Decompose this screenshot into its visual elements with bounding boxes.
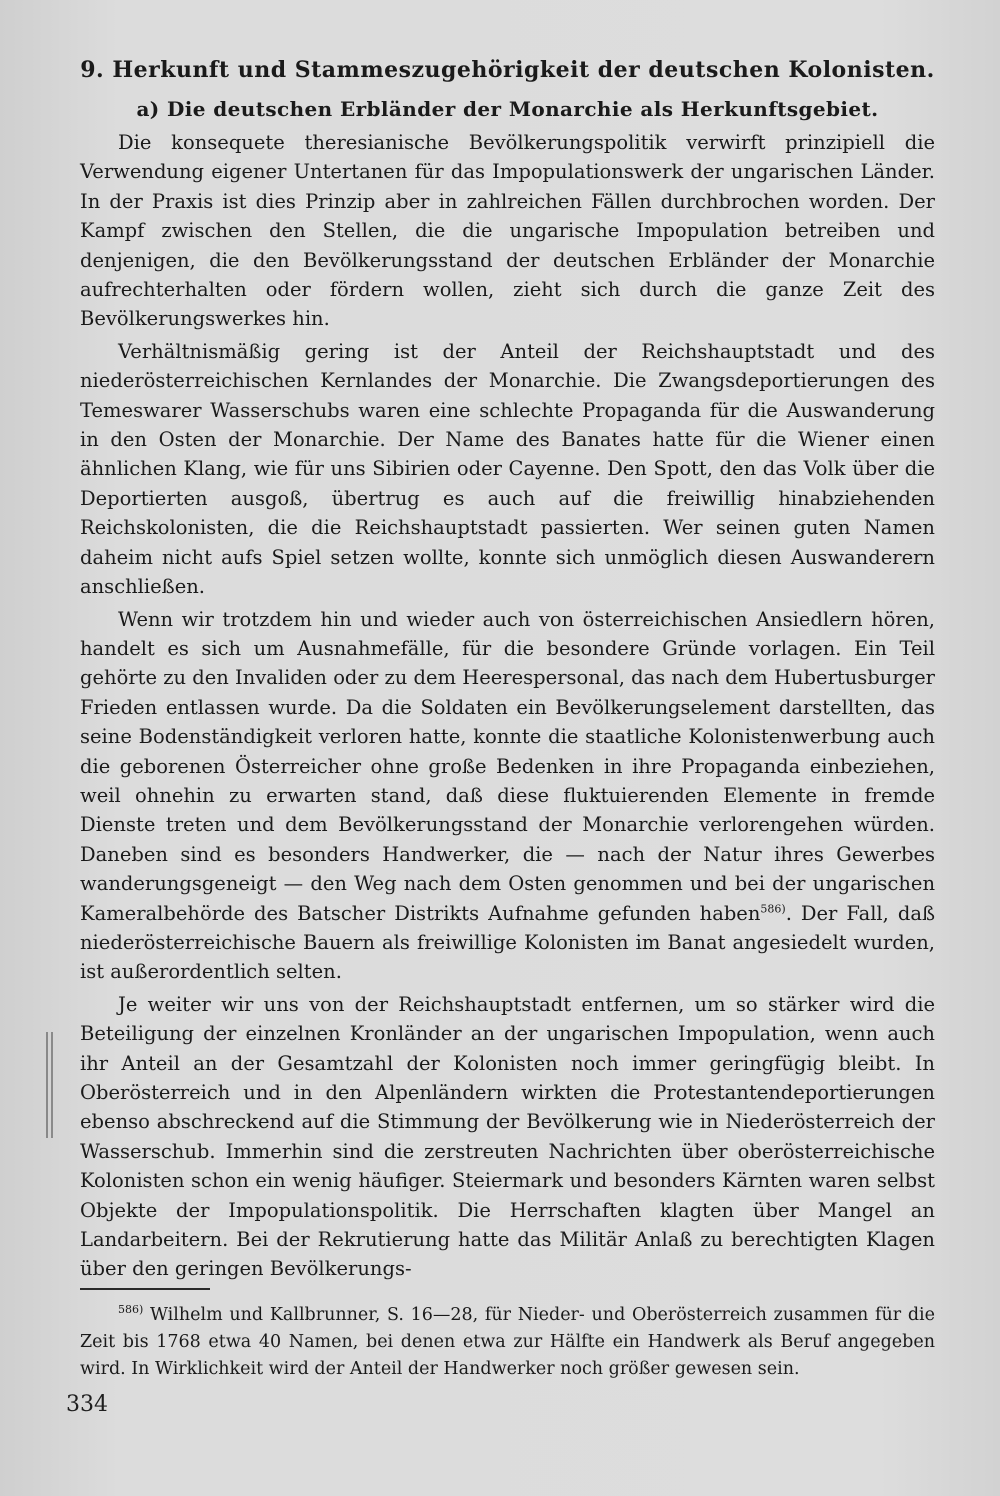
footnote-divider — [80, 1288, 210, 1290]
footnote-marker: 586) — [118, 1303, 144, 1317]
footnote-text: Wilhelm und Kallbrunner, S. 16—28, für Nieder- und Oberösterreich zusammen für die Zeit bis 1768 etwa 40 Namen, bei denen etwa zur Hälfte ein Handwerk als Beruf angegeben wird. In Wirklichkeit wird der Anteil der Handwerker noch größer gewesen sein. — [80, 1304, 935, 1379]
margin-pencil-mark — [46, 1032, 54, 1138]
paragraph-4: Je weiter wir uns von der Reichshauptstadt entfernen, um so stärker wird die Beteiligung der einzelnen Kronländer an der ungarischen Impopulation, wenn auch ihr Anteil an der Gesamtzahl der Kolonisten noch immer geringfügig bleibt. In Oberösterreich und in den Alpenländern wirkten die Protestantendeportierungen ebenso abschreckend auf die Stimmung der Bevölkerung wie in Niederösterreich der Wasserschub. Immerhin sind die zerstreuten Nachrichten über oberösterreichische Kolonisten schon ein wenig häufiger. Steiermark und besonders Kärnten waren selbst Objekte der Impopulationspolitik. Die Herrschaften klagten über Mangel an Landarbeitern. Bei der Rekrutierung hatte das Militär Anlaß zu berechtigten Klagen über den geringen Bevölkerungs- — [80, 992, 935, 1281]
section-title: a) Die deutschen Erbländer der Monarchie als Herkunftsgebiet. — [136, 97, 879, 121]
paragraph-3-text-a: Wenn wir trotzdem hin und wieder auch von österreichischen Ansiedlern hören, handelt es sich um Ausnahmefälle, für die besondere Gründe vorlagen. Ein Teil gehörte zu den Invaliden oder zu dem Heerespersonal, das nach dem Hubertusburger Frieden entlassen wurde. Da die Soldaten ein Bevölkerungselement darstellten, das seine Bodenständigkeit verloren hatte, konnte die staatliche Kolonistenwerbung auch die geborenen Österreicher ohne große Bedenken in ihre Propaganda einbeziehen, weil ohnehin zu erwarten stand, daß diese fluktuierenden Elemente in fremde Dienste treten und dem Bevölkerungsstand der Monarchie verlorengehen würden. Daneben sind es besonders Handwerker, die — nach der Natur ihres Gewerbes wanderungsgeneigt — den Weg nach dem Osten genommen und bei der ungarischen Kameralbehörde des Batscher Distrikts Aufnahme gefunden haben — [80, 607, 935, 925]
paragraph-2: Verhältnismäßig gering ist der Anteil der Reichshauptstadt und des niederösterreichischen Kernlandes der Monarchie. Die Zwangsdeportierungen des Temeswarer Wasserschubs waren eine schlechte Propaganda für die Auswanderung in den Osten der Monarchie. Der Name des Banates hatte für die Wiener einen ähnlichen Klang, wie für uns Sibirien oder Cayenne. Den Spott, den das Volk über die Deportierten ausgoß, übertrug es auch auf die freiwillig hinabziehenden Reichskolonisten, die die Reichshauptstadt passierten. Wer seinen guten Namen daheim nicht aufs Spiel setzen wollte, konnte sich unmöglich diesen Auswanderern anschließen. — [80, 339, 935, 599]
paragraph-1: Die konsequete theresianische Bevölkerungspolitik verwirft prinzipiell die Verwendung eigener Untertanen für das Impopulationswerk der ungarischen Länder. In der Praxis ist dies Prinzip aber in zahlreichen Fällen durchbrochen worden. Der Kampf zwischen den Stellen, die die ungarische Impopulation betreiben und denjenigen, die den Bevölkerungsstand der deutschen Erbländer der Monarchie aufrechterhalten oder fördern wollen, zieht sich durch die ganze Zeit des Bevölkerungswerkes hin. — [80, 131, 935, 331]
paragraph-3 — [80, 605, 935, 987]
page-number: 334 — [66, 1392, 108, 1417]
paragraph-3-text-b: . Der Fall, daß niederösterreichische Bauern als freiwillige Kolonisten im Banat angesiedelt wurden, ist außerordentlich selten. — [80, 901, 935, 984]
chapter-title: 9. Herkunft und Stammeszugehörigkeit der deutschen Kolonisten. — [80, 57, 935, 83]
footnote-reference[interactable]: 586) — [760, 902, 786, 916]
page-content — [80, 52, 935, 1383]
footnote — [80, 1302, 935, 1383]
